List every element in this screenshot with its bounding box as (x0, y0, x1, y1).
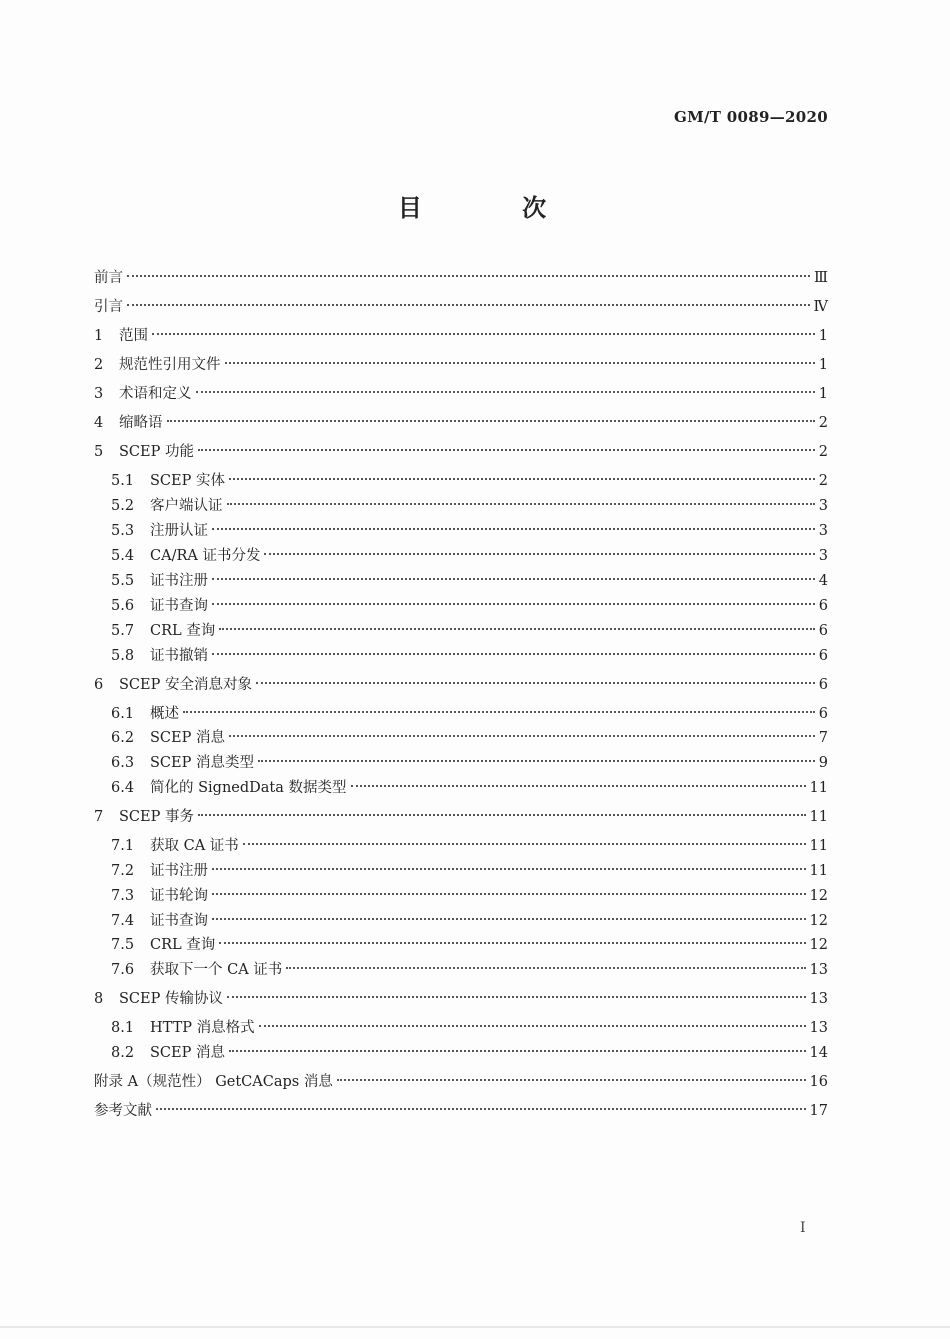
toc-entry-number: 7 (94, 809, 104, 825)
toc-entry-label: 规范性引用文件 (119, 357, 221, 373)
toc-entry[interactable] (111, 470, 828, 492)
toc-leader-dots (229, 735, 815, 737)
toc-entry[interactable] (111, 620, 828, 642)
toc-entry-number: 5.2 (111, 498, 135, 514)
toc-entry-page: 2 (818, 444, 828, 460)
toc-entry[interactable] (94, 1100, 828, 1122)
toc-entry-number: 5.5 (111, 573, 135, 589)
toc-entry-page: 6 (818, 677, 828, 693)
page-title: 目 次 (397, 194, 593, 222)
toc-entry-number: 1 (94, 328, 104, 344)
toc-entry-page: 3 (818, 523, 828, 539)
toc-entry-label: SCEP 消息 (150, 1045, 225, 1061)
toc-entry-number: 3 (94, 386, 104, 402)
toc-entry[interactable] (94, 1071, 828, 1093)
toc-entry-number: 6.1 (111, 706, 135, 722)
toc-entry-number: 5 (94, 444, 104, 460)
toc-entry[interactable] (111, 910, 828, 932)
toc-leader-dots (256, 682, 815, 684)
toc-entry-number: 8.1 (111, 1020, 135, 1036)
toc-entry-page: 12 (809, 913, 828, 929)
toc-entry-number: 6 (94, 677, 104, 693)
toc-entry-number: 6.2 (111, 730, 135, 746)
toc-entry-label: 证书查询 (150, 598, 208, 614)
toc-leader-dots (212, 603, 815, 605)
toc-entry[interactable] (111, 959, 828, 981)
toc-entry[interactable] (94, 383, 828, 405)
toc-leader-dots (152, 333, 815, 335)
toc-entry-label: 附录 A（规范性） GetCACaps 消息 (94, 1074, 333, 1090)
toc-entry-page: 13 (809, 991, 828, 1007)
toc-entry[interactable] (111, 495, 828, 517)
toc-leader-dots (259, 1025, 806, 1027)
toc-entry-label: SCEP 消息类型 (150, 755, 254, 771)
toc-entry[interactable] (111, 570, 828, 592)
toc-entry-label: 注册认证 (150, 523, 208, 539)
toc-entry-page: 12 (809, 937, 828, 953)
toc-leader-dots (212, 918, 806, 920)
toc-entry-label: SCEP 事务 (119, 809, 194, 825)
toc-entry[interactable] (111, 703, 828, 725)
toc-entry-label: 证书轮询 (150, 888, 208, 904)
toc-entry-label: 证书撤销 (150, 648, 208, 664)
toc-entry-number: 5.1 (111, 473, 135, 489)
toc-entry[interactable] (94, 267, 828, 289)
toc-entry-page: 7 (818, 730, 828, 746)
toc-leader-dots (229, 478, 815, 480)
toc-entry-label: 参考文献 (94, 1103, 152, 1119)
toc-entry-label: SCEP 实体 (150, 473, 225, 489)
toc-entry[interactable] (94, 354, 828, 376)
toc-entry[interactable] (111, 885, 828, 907)
toc-entry-number: 5.3 (111, 523, 135, 539)
toc-entry-label: SCEP 传输协议 (119, 991, 223, 1007)
toc-leader-dots (212, 868, 806, 870)
toc-entry[interactable] (111, 752, 828, 774)
toc-entry-page: Ⅳ (813, 299, 828, 315)
toc-entry[interactable] (94, 441, 828, 463)
toc-leader-dots (167, 420, 815, 422)
toc-entry-page: 6 (818, 706, 828, 722)
toc-entry-page: 6 (818, 648, 828, 664)
toc-entry-number: 8.2 (111, 1045, 135, 1061)
toc-entry-number: 6.3 (111, 755, 135, 771)
toc-leader-dots (196, 391, 815, 393)
toc-entry-label: SCEP 消息 (150, 730, 225, 746)
toc-leader-dots (227, 996, 806, 998)
toc-entry-number: 7.3 (111, 888, 135, 904)
toc-entry-page: 11 (809, 863, 828, 879)
toc-entry-number: 5.4 (111, 548, 135, 564)
toc-entry-page: 12 (809, 888, 828, 904)
toc-leader-dots (225, 362, 815, 364)
toc-entry[interactable] (111, 520, 828, 542)
toc-entry[interactable] (111, 727, 828, 749)
toc-entry-label: SCEP 安全消息对象 (119, 677, 252, 693)
toc-entry-label: 证书注册 (150, 573, 208, 589)
toc-entry-page: 6 (818, 623, 828, 639)
page-bottom-edge (0, 1326, 950, 1328)
toc-leader-dots (227, 503, 815, 505)
toc-entry-page: 1 (818, 328, 828, 344)
toc-entry-page: 2 (818, 473, 828, 489)
toc-entry-label: 获取 CA 证书 (150, 838, 239, 854)
toc-entry-number: 7.1 (111, 838, 135, 854)
toc-entry-label: CRL 查询 (150, 937, 216, 953)
toc-entry-number: 4 (94, 415, 104, 431)
toc-entry[interactable] (94, 806, 828, 828)
toc-entry[interactable] (94, 412, 828, 434)
toc-entry-label: 证书查询 (150, 913, 208, 929)
toc-entry-page: 16 (809, 1074, 828, 1090)
toc-entry-number: 2 (94, 357, 104, 373)
toc-entry-number: 5.6 (111, 598, 135, 614)
toc-entry-page: Ⅲ (814, 270, 828, 286)
toc-entry[interactable] (111, 777, 828, 799)
toc-entry-page: 6 (818, 598, 828, 614)
toc-entry[interactable] (111, 595, 828, 617)
toc-entry-page: 3 (818, 548, 828, 564)
toc-entry[interactable] (94, 988, 828, 1010)
toc-entry[interactable] (94, 325, 828, 347)
toc-entry[interactable] (111, 645, 828, 667)
toc-entry-page: 2 (818, 415, 828, 431)
toc-entry-label: 引言 (94, 299, 123, 315)
toc-entry[interactable] (111, 545, 828, 567)
toc-entry-number: 7.4 (111, 913, 135, 929)
toc-leader-dots (286, 967, 805, 969)
toc-leader-dots (258, 760, 815, 762)
toc-entry-page: 11 (809, 780, 828, 796)
toc-entry-page: 13 (809, 962, 828, 978)
toc-entry-label: 术语和定义 (119, 386, 192, 402)
toc-leader-dots (183, 711, 815, 713)
toc-entry[interactable] (111, 1042, 828, 1064)
toc-entry-page: 14 (809, 1045, 828, 1061)
page-number: I (800, 1220, 806, 1236)
toc-entry-number: 7.5 (111, 937, 135, 953)
toc-entry-label: 获取下一个 CA 证书 (150, 962, 283, 978)
toc-leader-dots (219, 942, 805, 944)
toc-entry-label: CA/RA 证书分发 (150, 548, 261, 564)
toc-entry[interactable] (111, 1017, 828, 1039)
toc-leader-dots (127, 275, 810, 277)
toc-entry-label: SCEP 功能 (119, 444, 194, 460)
toc-leader-dots (212, 893, 806, 895)
toc-entry-page: 11 (809, 809, 828, 825)
toc-entry-number: 7.6 (111, 962, 135, 978)
toc-entry-label: 范围 (119, 328, 148, 344)
toc-entry-number: 7.2 (111, 863, 135, 879)
toc-entry-page: 3 (818, 498, 828, 514)
toc-entry-label: 客户端认证 (150, 498, 223, 514)
toc-entry-label: 证书注册 (150, 863, 208, 879)
toc-entry[interactable] (111, 934, 828, 956)
toc-leader-dots (198, 814, 806, 816)
toc-leader-dots (198, 449, 815, 451)
toc-entry-label: 前言 (94, 270, 123, 286)
toc-entry-number: 5.7 (111, 623, 135, 639)
toc-entry-number: 8 (94, 991, 104, 1007)
standard-code: GM/T 0089—2020 (674, 108, 828, 126)
toc-leader-dots (156, 1108, 806, 1110)
toc-leader-dots (219, 628, 815, 630)
toc-entry[interactable] (94, 674, 828, 696)
toc-leader-dots (264, 553, 814, 555)
toc-entry-page: 17 (809, 1103, 828, 1119)
toc-leader-dots (351, 785, 806, 787)
toc-entry[interactable] (94, 296, 828, 318)
toc-entry-label: HTTP 消息格式 (150, 1020, 255, 1036)
toc-leader-dots (212, 653, 815, 655)
toc-entry-label: CRL 查询 (150, 623, 216, 639)
toc-entry-label: 概述 (150, 706, 179, 722)
toc-entry-label: 简化的 SignedData 数据类型 (150, 780, 347, 796)
toc-leader-dots (212, 528, 815, 530)
toc-entry-label: 缩略语 (119, 415, 163, 431)
toc-entry-page: 4 (818, 573, 828, 589)
toc-entry-page: 11 (809, 838, 828, 854)
toc-entry-number: 5.8 (111, 648, 135, 664)
toc-leader-dots (243, 843, 806, 845)
toc-entry-page: 1 (818, 386, 828, 402)
toc-entry-page: 13 (809, 1020, 828, 1036)
toc-leader-dots (212, 578, 815, 580)
toc-entry-page: 1 (818, 357, 828, 373)
toc-entry-page: 9 (818, 755, 828, 771)
toc-leader-dots (127, 304, 810, 306)
toc-entry[interactable] (111, 860, 828, 882)
toc-entry-number: 6.4 (111, 780, 135, 796)
toc-leader-dots (337, 1079, 806, 1081)
toc-leader-dots (229, 1050, 806, 1052)
toc-entry[interactable] (111, 835, 828, 857)
